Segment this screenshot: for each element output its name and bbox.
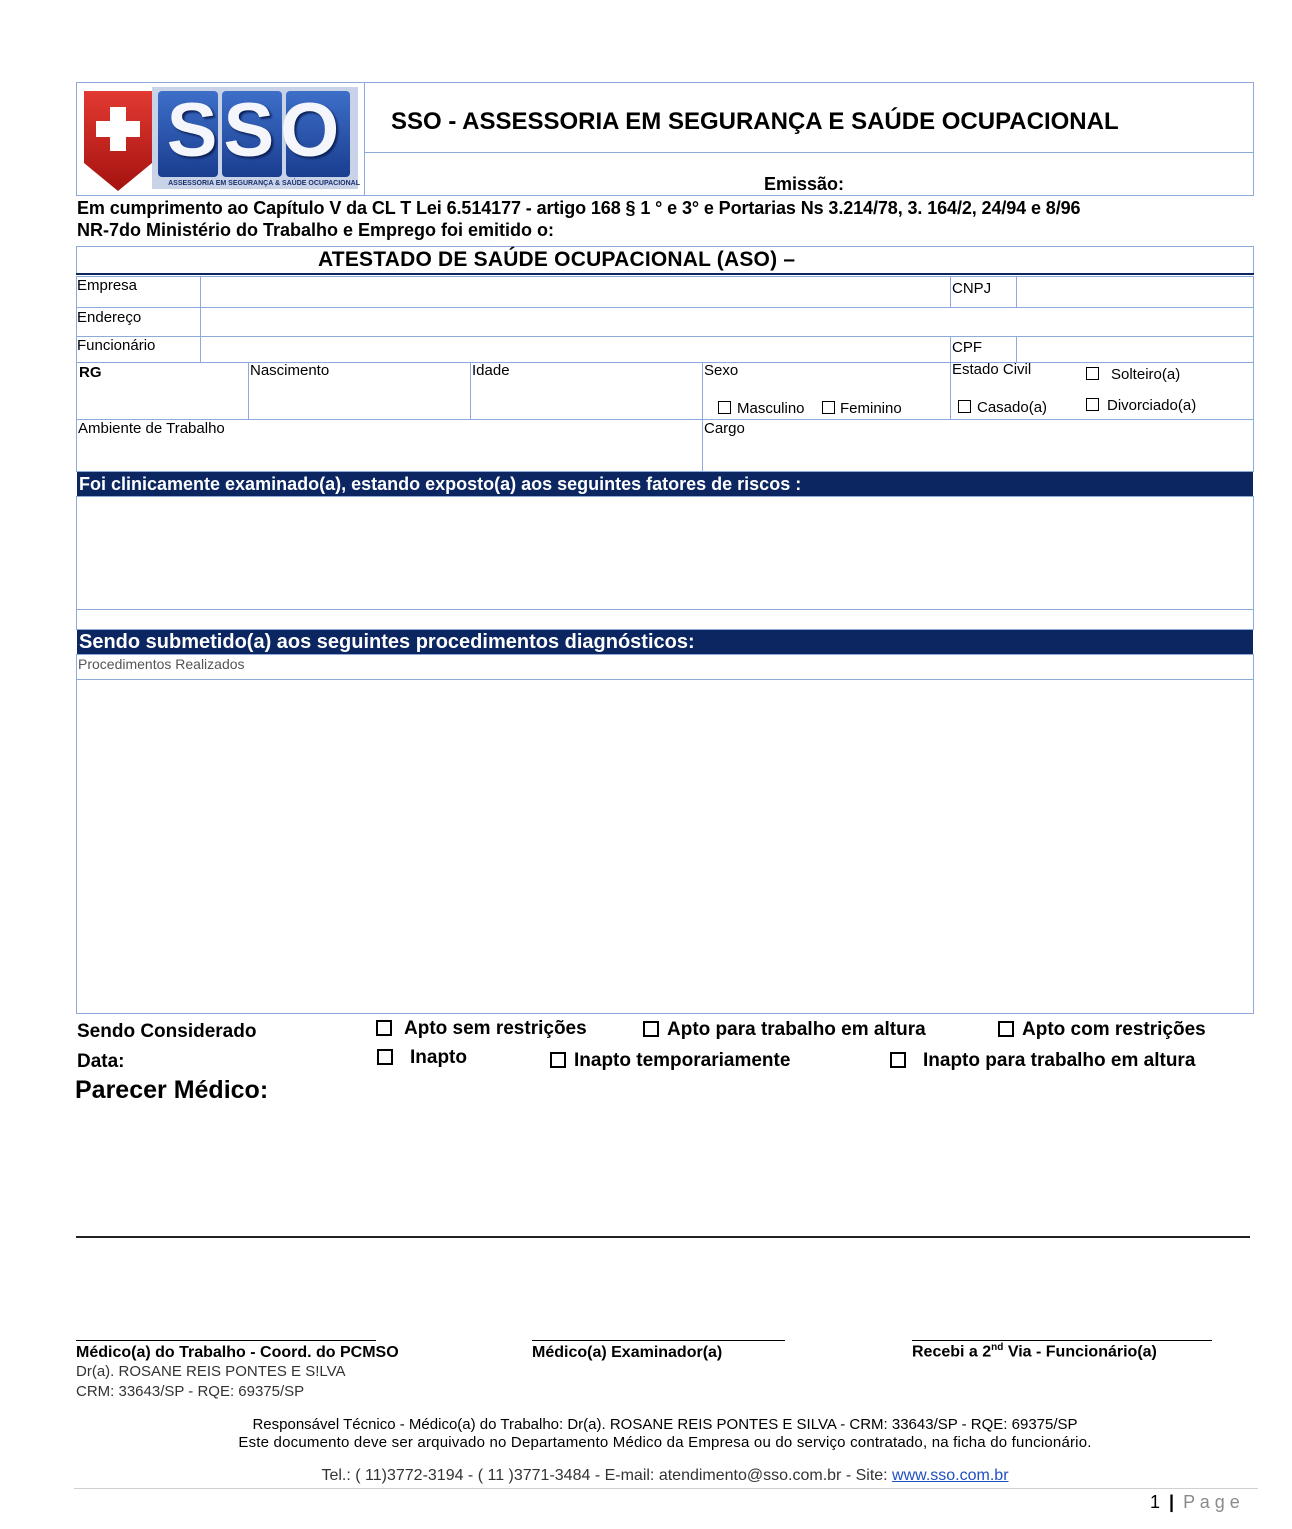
section-riscos-header: Foi clinicamente examinado(a), estando exposto(a) aos seguintes fatores de riscos :: [77, 472, 1253, 496]
label-cnpj: CNPJ: [952, 280, 992, 297]
signature-coord-title: Médico(a) do Trabalho - Coord. do PCMSO: [76, 1344, 399, 1361]
input-cargo[interactable]: [704, 440, 1252, 470]
label-ambiente: Ambiente de Trabalho: [78, 420, 225, 437]
label-idade: Idade: [472, 362, 510, 379]
recebi-sup: nd: [991, 1342, 1004, 1353]
page-number-value: 1: [1150, 1492, 1161, 1512]
checkbox-inapto[interactable]: [377, 1049, 393, 1065]
footer-site-link[interactable]: www.sso.com.br: [892, 1467, 1009, 1484]
label-sendo-considerado: Sendo Considerado: [77, 1021, 257, 1042]
checkbox-solteiro[interactable]: [1086, 367, 1099, 380]
apto-com-label: Apto com restrições: [1022, 1019, 1206, 1040]
page-word: P a g e: [1183, 1492, 1240, 1512]
grid-hline: [76, 336, 1254, 337]
option-feminino-label: Feminino: [840, 400, 902, 417]
checkbox-feminino[interactable]: [822, 401, 835, 414]
option-casado-label: Casado(a): [977, 399, 1048, 416]
label-funcionario: Funcionário: [77, 337, 156, 354]
apto-sem-label: Apto sem restrições: [404, 1018, 587, 1039]
checkbox-casado[interactable]: [958, 400, 971, 413]
logo-tagline: ASSESSORIA EM SEGURANÇA & SAÚDE OCUPACIONAL: [168, 180, 360, 187]
label-cpf: CPF: [952, 339, 982, 356]
input-ambiente[interactable]: [78, 440, 700, 470]
page-title: SSO - ASSESSORIA EM SEGURANÇA E SAÚDE OCUPACIONAL: [391, 108, 1119, 135]
header-logo-divider: [364, 82, 365, 196]
label-endereco: Endereço: [77, 309, 142, 326]
footer-contact-text: Tel.: ( 11)3772-3194 - ( 11 )3771-3484 - E-mail: atendimento@sso.com.br - Site:: [321, 1467, 893, 1484]
intro-line-2: NR-7do Ministério do Trabalho e Emprego foi emitido o:: [77, 220, 555, 240]
sso-logo: [80, 85, 362, 193]
option-divorciado[interactable]: [1086, 397, 1196, 414]
footer-line-2: Este documento deve ser arquivado no Departamento Médico da Empresa ou do serviço contratado, na ficha do funcionário.: [238, 1434, 1092, 1451]
option-apto-sem-restricoes[interactable]: [376, 1018, 587, 1040]
grid-vline: [950, 276, 951, 307]
grid-vline: [950, 336, 951, 419]
checkbox-apto-sem-restricoes[interactable]: [376, 1020, 392, 1036]
option-solteiro[interactable]: [1086, 366, 1180, 383]
grid-vline: [470, 362, 471, 419]
label-rg: RG: [79, 364, 102, 381]
option-apto-com-restricoes[interactable]: [998, 1019, 1206, 1041]
option-solteiro-label: Solteiro(a): [1111, 366, 1181, 383]
page-number: [1150, 1492, 1240, 1513]
checkbox-apto-altura[interactable]: [643, 1021, 659, 1037]
option-masculino[interactable]: [718, 400, 805, 417]
apto-altura-label: Apto para trabalho em altura: [667, 1019, 926, 1040]
inapto-label: Inapto: [410, 1047, 467, 1068]
option-casado[interactable]: [958, 399, 1047, 416]
procedimentos-input[interactable]: [78, 682, 1252, 1012]
footer-rule: [74, 1488, 1258, 1489]
grid-vline: [1016, 276, 1017, 307]
signature-line-examinador: [532, 1340, 785, 1341]
footer-line-1: Responsável Técnico - Médico(a) do Trabalho: Dr(a). ROSANE REIS PONTES E SILVA - CRM: 33643/SP - RQE: 69375/SP: [252, 1416, 1078, 1433]
input-cnpj[interactable]: [1018, 278, 1252, 306]
signature-coord-crm: CRM: 33643/SP - RQE: 69375/SP: [76, 1383, 305, 1400]
option-feminino[interactable]: [822, 400, 902, 417]
checkbox-apto-com-restricoes[interactable]: [998, 1021, 1014, 1037]
page-separator: |: [1169, 1492, 1175, 1512]
riscos-divider: [76, 609, 1254, 610]
procedimentos-sub-label: Procedimentos Realizados: [78, 656, 245, 672]
form-title: ATESTADO DE SAÚDE OCUPACIONAL (ASO) –: [318, 248, 796, 271]
input-endereco[interactable]: [202, 309, 1252, 335]
label-cargo: Cargo: [704, 420, 745, 437]
emissao-label: Emissão:: [764, 174, 845, 194]
option-inapto[interactable]: [377, 1047, 467, 1069]
grid-vline: [702, 362, 703, 472]
form-title-underline: [76, 273, 1254, 275]
checkbox-inapto-temporariamente[interactable]: [550, 1052, 566, 1068]
parecer-line: [76, 1236, 1250, 1238]
checkbox-inapto-altura[interactable]: [890, 1052, 906, 1068]
parecer-input[interactable]: [76, 1110, 1252, 1230]
grid-hline: [76, 307, 1254, 308]
signature-coord-name: Dr(a). ROSANE REIS PONTES E S!LVA: [76, 1363, 346, 1380]
inapto-temp-label: Inapto temporariamente: [574, 1050, 791, 1071]
option-divorciado-label: Divorciado(a): [1107, 397, 1197, 414]
header-title-divider: [364, 152, 1254, 153]
input-cpf[interactable]: [1018, 338, 1252, 361]
logo-text: SSO: [166, 88, 346, 173]
label-sexo: Sexo: [704, 362, 739, 379]
grid-vline: [200, 276, 201, 362]
option-inapto-temporariamente[interactable]: [550, 1050, 790, 1072]
grid-hline: [76, 419, 1254, 420]
label-estado-civil: Estado Civil: [952, 361, 1032, 378]
footer-contact: [0, 1467, 1292, 1485]
intro-line-1: Em cumprimento ao Capítulo V da CL T Lei 6.514177 - artigo 168 § 1 ° e 3° e Portarias Ns 3.214/78, 3. 164/2, 24/94 e 8/96: [77, 198, 1081, 218]
option-apto-altura[interactable]: [643, 1019, 926, 1041]
section-procedimentos-header: Sendo submetido(a) aos seguintes procedimentos diagnósticos:: [77, 630, 1253, 654]
input-funcionario[interactable]: [202, 338, 948, 361]
recebi-text: Recebi a 2: [912, 1343, 992, 1361]
checkbox-masculino[interactable]: [718, 401, 731, 414]
option-inapto-altura[interactable]: [890, 1050, 1195, 1072]
recebi-text-end: Via - Funcionário(a): [1003, 1343, 1157, 1361]
label-empresa: Empresa: [77, 277, 138, 294]
procedimentos-divider: [76, 679, 1254, 680]
grid-vline: [248, 362, 249, 419]
label-data: Data:: [77, 1051, 125, 1072]
label-nascimento: Nascimento: [250, 362, 330, 379]
checkbox-divorciado[interactable]: [1086, 398, 1099, 411]
option-masculino-label: Masculino: [737, 400, 805, 417]
parecer-medico-heading: Parecer Médico:: [75, 1076, 269, 1104]
grid-vline: [1016, 336, 1017, 362]
signature-line-funcionario: [912, 1340, 1212, 1341]
inapto-altura-label: Inapto para trabalho em altura: [923, 1050, 1196, 1071]
input-empresa[interactable]: [202, 278, 948, 306]
signature-examinador: Médico(a) Examinador(a): [532, 1344, 723, 1361]
signature-line-coord: [76, 1340, 376, 1341]
signature-funcionario: [912, 1342, 1157, 1361]
